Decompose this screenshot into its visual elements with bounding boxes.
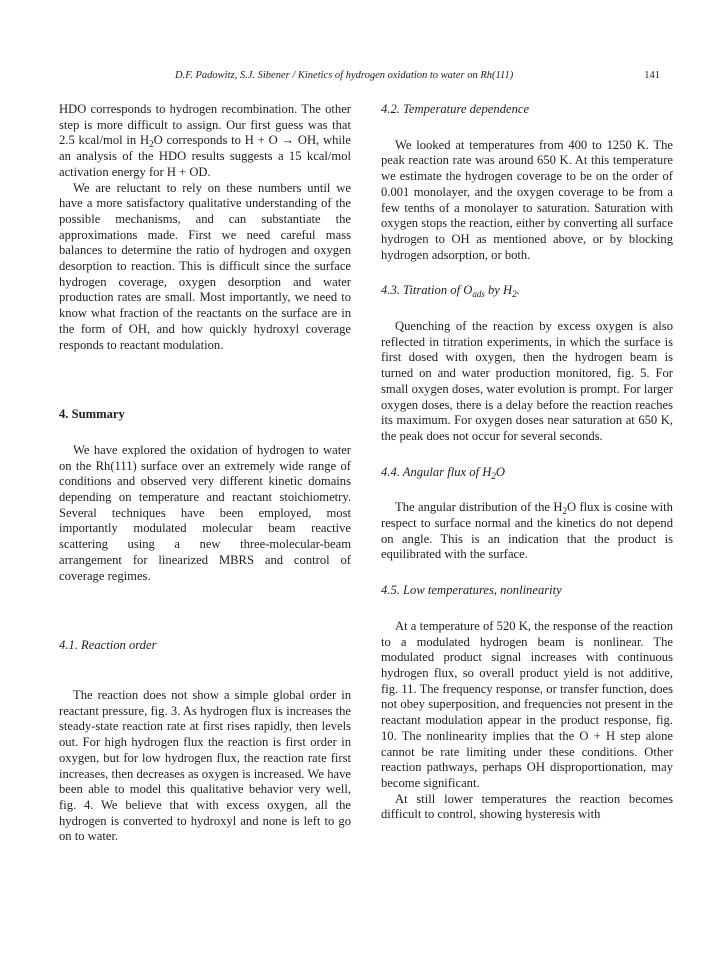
- running-head-title: D.F. Padowitz, S.J. Sibener / Kinetics of hydrogen oxidation to water on Rh(111): [175, 70, 514, 81]
- subsection-heading-titration: 4.3. Titration of $O_{ads}$ by $H_2$.: [381, 283, 520, 300]
- paragraph: The reaction does not show a simple global order in reactant pressure, fig. 3. As hydrogen flux is increases the steady-state reaction rate at first rises rapidly, then levels out. For high hydrogen flux the reaction is first order in oxygen, but for low hydrogen flux, the reaction rate first increases, then decreases as oxygen is increased. We have been able to model this qualitative behavior very well, fig. 4. We believe that with excess oxygen, all the hydrogen is converted to hydroxyl and none is left to go on to water.: [59, 687, 351, 844]
- paragraph: HDO corresponds to hydrogen recombination. The other step is more difficult to assign. Our first guess was that 2.5 kcal/mol in $H_2O$ corresponds to H + O → OH, while an analysis of the HDO results suggests a 15 kcal/mol activation energy for H + OD.: [59, 102, 351, 179]
- paragraph: At a temperature of 520 K, the response of the reaction to a modulated hydrogen beam is nonlinear. The modulated product signal increases with continuous hydrogen flux, so overall product yield is not additive, fig. 11. The frequency response, or transfer function, does not obey superposition, and frequencies not present in the reactant modulation appear in the product response, fig. 10. The nonlinearity implies that the O + H step alone cannot be rate limiting under these conditions. Other reaction pathways, perhaps OH disproportionation, may become significant.: [381, 618, 673, 790]
- subsection-heading-low-temperatures: 4.5. Low temperatures, nonlinearity: [381, 583, 562, 598]
- subsection-heading-temperature-dependence: 4.2. Temperature dependence: [381, 102, 530, 116]
- subsection-heading-angular-flux: 4.4. Angular flux of $H_2O$: [381, 464, 505, 481]
- right-column: [381, 102, 673, 823]
- paragraph: At still lower temperatures the reaction becomes difficult to control, showing hysteresis with: [381, 791, 673, 822]
- section-heading-summary: 4. Summary: [59, 407, 125, 422]
- subscript: 2: [149, 139, 154, 150]
- subscript: 2: [512, 289, 517, 300]
- subscript: 2: [562, 506, 567, 517]
- page-number: 141: [644, 70, 660, 81]
- paragraph: Quenching of the reaction by excess oxygen is also reflected in titration experiments, in which the surface is first dosed with oxygen, then the hydrogen beam is turned on and water production monitored, fig. 5. For small oxygen doses, water evolution is prompt. For larger oxygen doses, there is a delay before the reaction reaches its maximum. For oxygen doses near saturation at 650 K, the peak does not occur for several seconds.: [381, 319, 673, 443]
- paragraph: The angular distribution of the $H_2O$ flux is cosine with respect to surface normal and the kinetics do not depend on angle. This is an indication that the product is equilibrated with the surface.: [381, 500, 673, 562]
- paragraph: We are reluctant to rely on these numbers until we have a more satisfactory qualitative understanding of the possible mechanisms, and can substantiate the approximations made. First we need careful mass balances to determine the ratio of hydrogen and oxygen desorption to reaction. This is difficult since the surface hydrogen coverage, oxygen desorption and water production rates are small. Most importantly, we need to know what fraction of the reactants on the surface are in the form of OH, and how quickly hydroxyl coverage responds to reactant modulation.: [59, 180, 351, 352]
- subscript: ads: [472, 289, 485, 300]
- subscript: 2: [491, 470, 496, 481]
- left-column: [59, 102, 351, 845]
- subsection-heading-reaction-order: 4.1. Reaction order: [59, 638, 157, 653]
- paragraph: We have explored the oxidation of hydrogen to water on the Rh(111) surface over an extremely wide range of conditions and observed very different kinetic domains depending on temperature and reactant stoichiometry. Several techniques have been employed, most importantly modulated molecular beam reactive scattering using a new three-molecular-beam arrangement for linearized MBRS and control of coverage regimes.: [59, 442, 351, 583]
- paragraph: We looked at temperatures from 400 to 1250 K. The peak reaction rate was around 650 K. At this temperature we estimate the hydrogen coverage to be on the order of 0.001 monolayer, and the oxygen coverage to be from a few tenths of a monolayer to saturation. Saturation with oxygen stops the reaction, either by converting all surface hydrogen to OH as mentioned above, or by blocking hydrogen adsorption, or both.: [381, 137, 673, 262]
